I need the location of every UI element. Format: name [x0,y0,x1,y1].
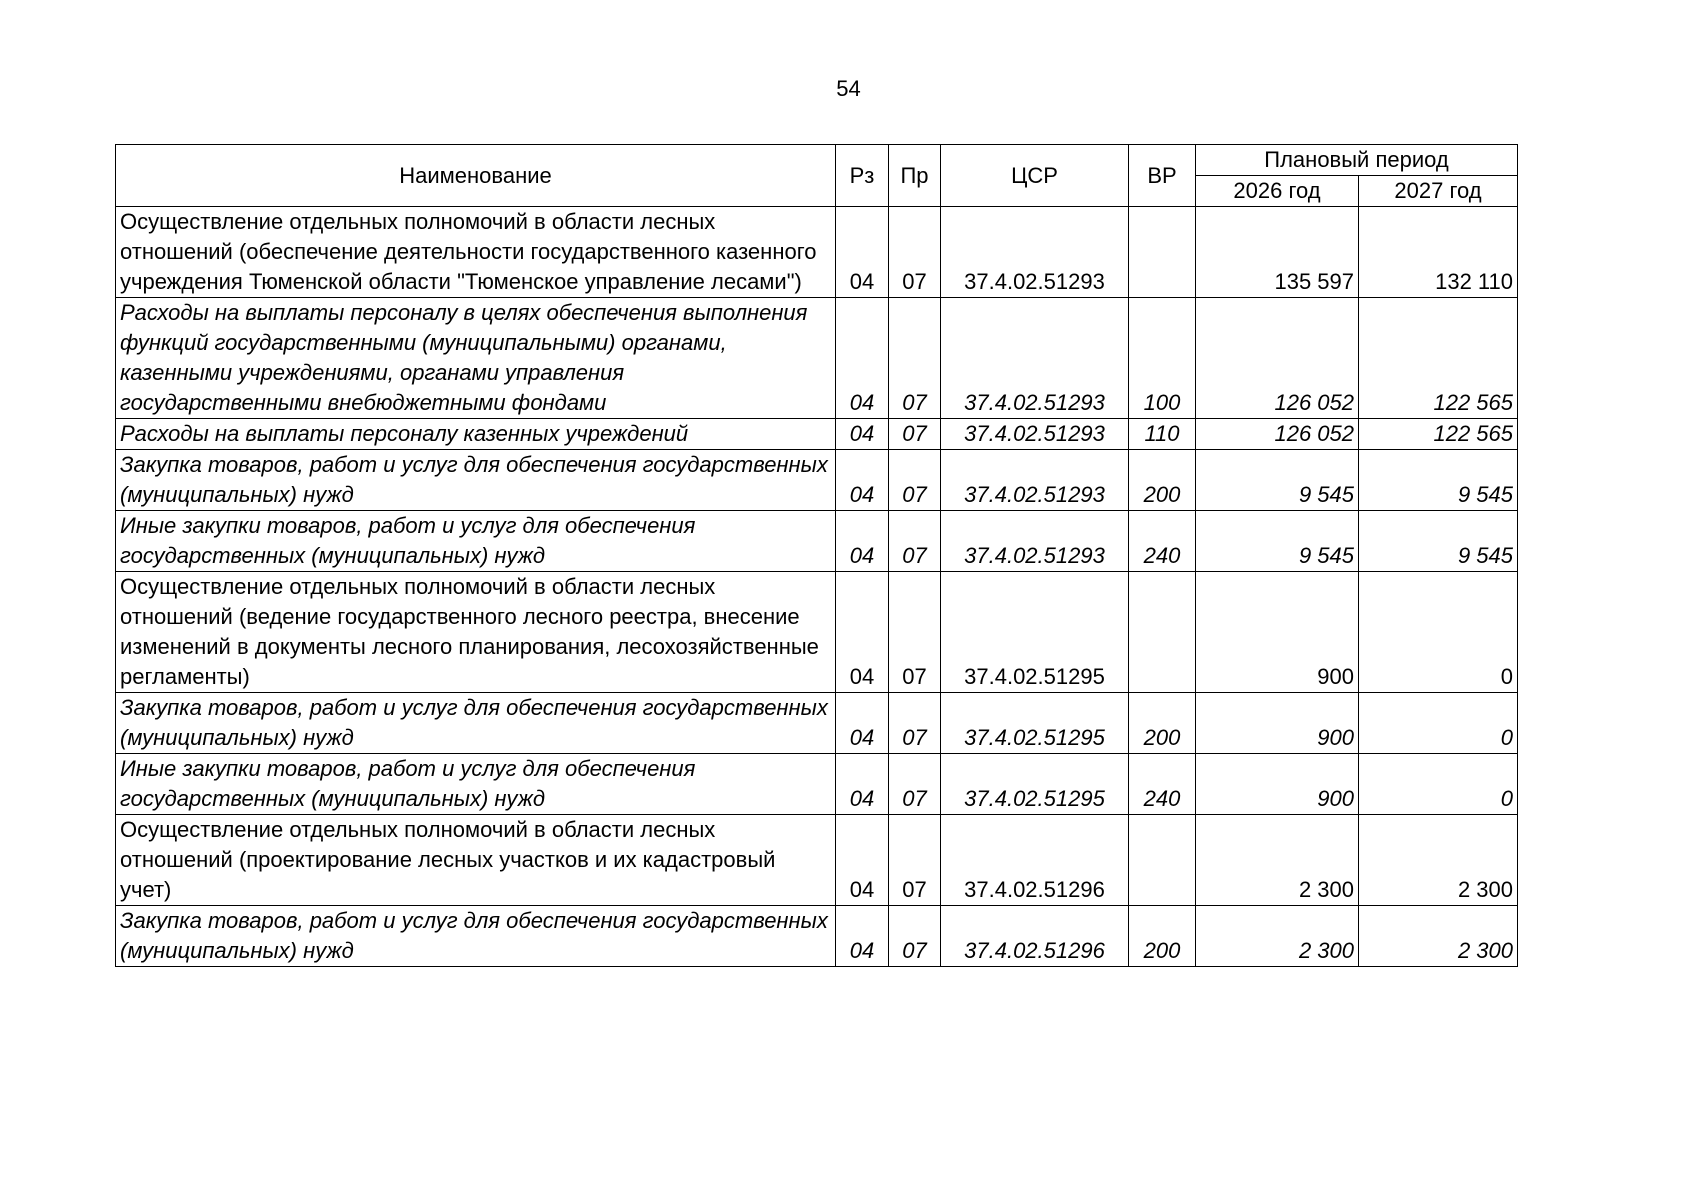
row-rz: 04 [836,815,889,906]
row-name: Закупка товаров, работ и услуг для обеспечения государственных (муниципальных) нужд [116,450,836,511]
row-value-2027: 9 545 [1359,511,1518,572]
row-value-2026: 135 597 [1196,207,1359,298]
header-csr: ЦСР [941,145,1129,207]
table-row [116,207,1518,298]
row-rz: 04 [836,207,889,298]
row-name: Осуществление отдельных полномочий в области лесных отношений (обеспечение деятельности государственного казенного учреждения Тюменской области "Тюменское управление лесами") [116,207,836,298]
row-value-2026: 126 052 [1196,419,1359,450]
row-value-2027: 0 [1359,572,1518,693]
row-pr: 07 [889,693,941,754]
row-value-2027: 9 545 [1359,450,1518,511]
header-rz: Рз [836,145,889,207]
row-value-2027: 2 300 [1359,906,1518,967]
row-value-2027: 122 565 [1359,419,1518,450]
header-year-2026: 2026 год [1196,176,1359,207]
row-csr: 37.4.02.51293 [941,298,1129,419]
row-rz: 04 [836,754,889,815]
row-value-2026: 900 [1196,572,1359,693]
row-value-2027: 2 300 [1359,815,1518,906]
table-row [116,906,1518,967]
row-vr: 240 [1129,754,1196,815]
table-row [116,419,1518,450]
row-name: Расходы на выплаты персоналу в целях обеспечения выполнения функций государственными (муниципальными) органами, казенными учреждениями, органами управления государственными внебюджетными фондами [116,298,836,419]
row-name: Закупка товаров, работ и услуг для обеспечения государственных (муниципальных) нужд [116,906,836,967]
row-vr: 100 [1129,298,1196,419]
row-pr: 07 [889,419,941,450]
row-vr: 200 [1129,693,1196,754]
row-csr: 37.4.02.51293 [941,450,1129,511]
header-plan-period: Плановый период [1196,145,1518,176]
table-row [116,298,1518,419]
row-rz: 04 [836,450,889,511]
header-name: Наименование [116,145,836,207]
page-number: 54 [836,76,861,101]
row-csr: 37.4.02.51295 [941,754,1129,815]
row-pr: 07 [889,298,941,419]
header-pr: Пр [889,145,941,207]
table-row [116,754,1518,815]
row-csr: 37.4.02.51293 [941,207,1129,298]
row-rz: 04 [836,419,889,450]
row-value-2026: 900 [1196,693,1359,754]
row-value-2026: 9 545 [1196,511,1359,572]
table-header [116,145,1518,207]
row-pr: 07 [889,511,941,572]
row-csr: 37.4.02.51296 [941,906,1129,967]
table-body [116,207,1518,967]
table-row [116,815,1518,906]
row-name: Иные закупки товаров, работ и услуг для обеспечения государственных (муниципальных) нужд [116,754,836,815]
table-row [116,693,1518,754]
row-rz: 04 [836,693,889,754]
header-vr: ВР [1129,145,1196,207]
row-csr: 37.4.02.51295 [941,572,1129,693]
row-value-2026: 126 052 [1196,298,1359,419]
table-row [116,450,1518,511]
row-name: Осуществление отдельных полномочий в области лесных отношений (проектирование лесных участков и их кадастровый учет) [116,815,836,906]
row-csr: 37.4.02.51293 [941,511,1129,572]
row-vr [1129,815,1196,906]
row-vr: 200 [1129,906,1196,967]
row-value-2026: 900 [1196,754,1359,815]
table-row [116,511,1518,572]
row-vr: 200 [1129,450,1196,511]
table-row [116,572,1518,693]
row-pr: 07 [889,815,941,906]
row-value-2027: 0 [1359,754,1518,815]
row-name: Осуществление отдельных полномочий в области лесных отношений (ведение государственного лесного реестра, внесение изменений в документы лесного планирования, лесохозяйственные регламенты) [116,572,836,693]
row-name: Иные закупки товаров, работ и услуг для обеспечения государственных (муниципальных) нужд [116,511,836,572]
row-csr: 37.4.02.51295 [941,693,1129,754]
row-rz: 04 [836,298,889,419]
row-pr: 07 [889,572,941,693]
header-year-2027: 2027 год [1359,176,1518,207]
row-rz: 04 [836,572,889,693]
row-name: Расходы на выплаты персоналу казенных учреждений [116,419,836,450]
row-pr: 07 [889,450,941,511]
row-value-2027: 132 110 [1359,207,1518,298]
budget-table [115,144,1518,967]
row-name: Закупка товаров, работ и услуг для обеспечения государственных (муниципальных) нужд [116,693,836,754]
row-csr: 37.4.02.51296 [941,815,1129,906]
row-pr: 07 [889,906,941,967]
row-value-2027: 122 565 [1359,298,1518,419]
row-value-2026: 2 300 [1196,815,1359,906]
row-vr: 110 [1129,419,1196,450]
row-value-2026: 2 300 [1196,906,1359,967]
row-pr: 07 [889,754,941,815]
row-value-2027: 0 [1359,693,1518,754]
row-pr: 07 [889,207,941,298]
row-csr: 37.4.02.51293 [941,419,1129,450]
row-rz: 04 [836,511,889,572]
row-vr: 240 [1129,511,1196,572]
row-vr [1129,207,1196,298]
row-vr [1129,572,1196,693]
row-value-2026: 9 545 [1196,450,1359,511]
row-rz: 04 [836,906,889,967]
